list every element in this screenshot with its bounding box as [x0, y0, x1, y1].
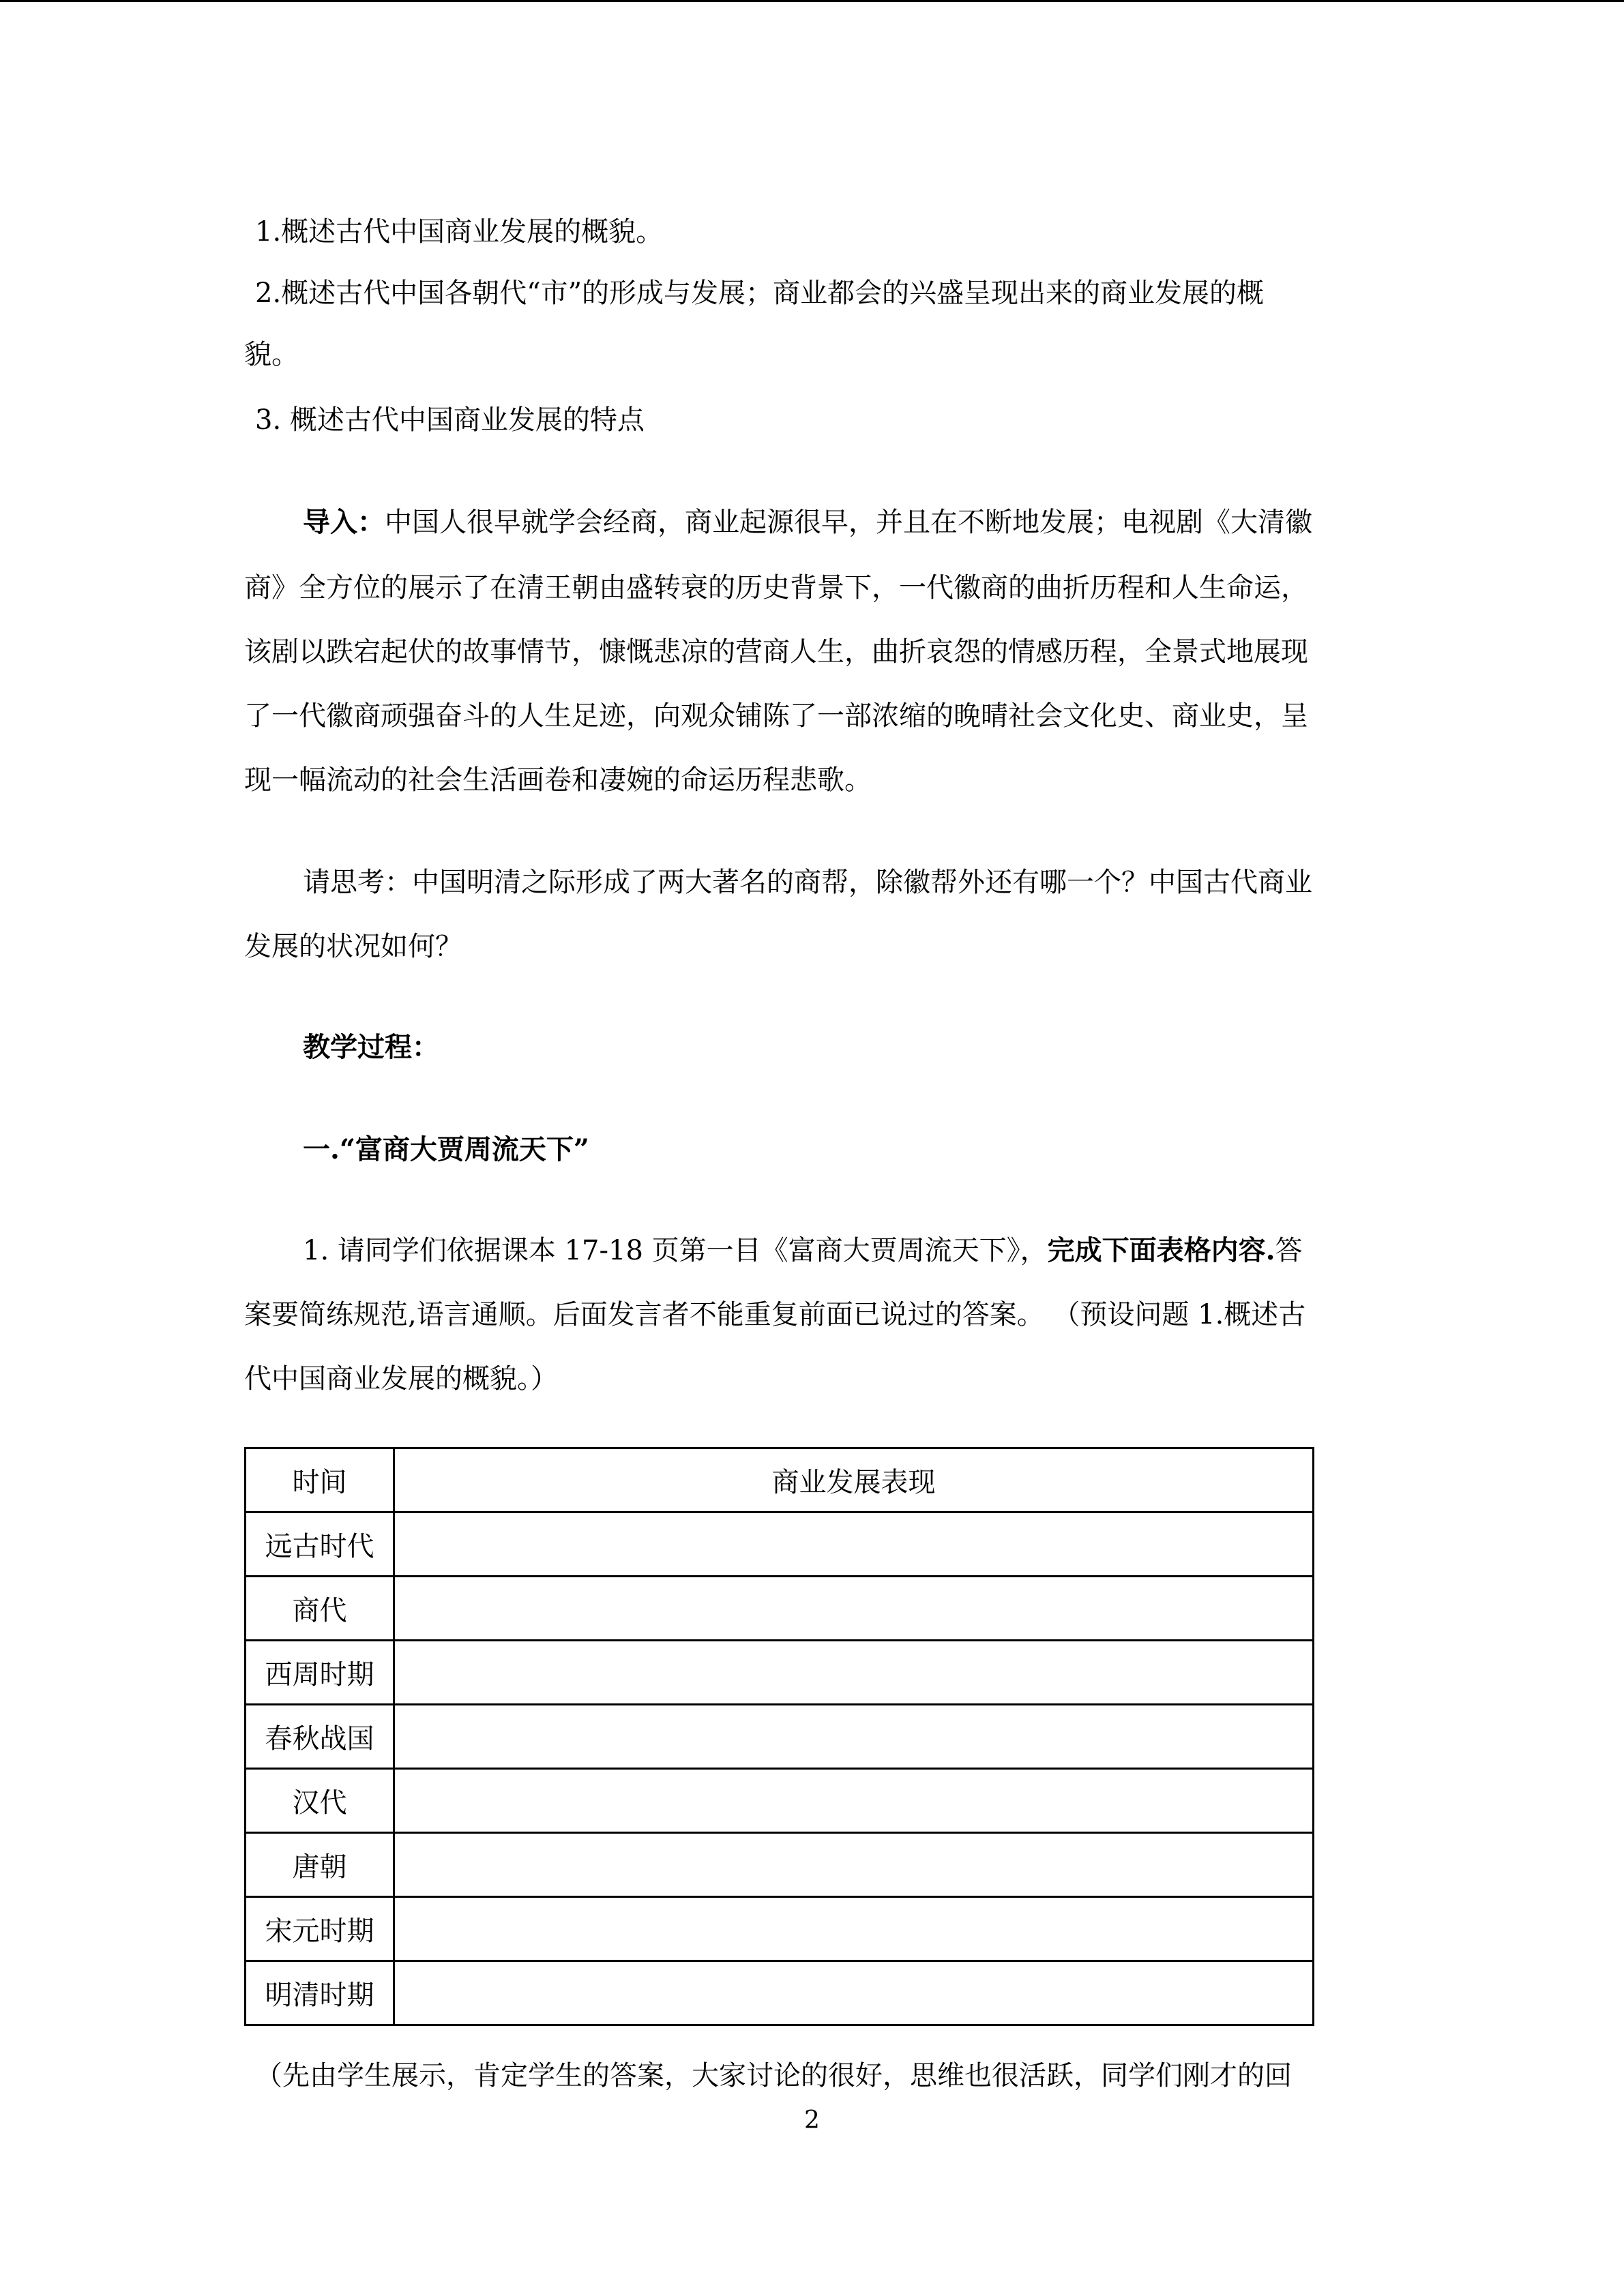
objective-1: 1.概述古代中国商业发展的概貌。 [255, 216, 664, 248]
table-header-row [246, 1448, 1314, 1512]
table-row [246, 1833, 1314, 1897]
row-period: 唐朝 [246, 1833, 394, 1897]
section-heading: 一.“富商大贾周流天下” [303, 1133, 589, 1165]
table-row [246, 1769, 1314, 1833]
task-line-2: 案要简练规范,语言通顺。后面发言者不能重复前面已说过的答案。 （预设问题 1.概述古 [244, 1299, 1306, 1330]
question-line-2: 发展的状况如何？ [244, 931, 462, 962]
table-row [246, 1512, 1314, 1577]
intro-text: 中国人很早就学会经商，商业起源很早，并且在不断地发展；电视剧《大清徽 [385, 507, 1312, 538]
row-answer-cell[interactable] [394, 1577, 1314, 1641]
row-period: 汉代 [246, 1769, 394, 1833]
row-period: 商代 [246, 1577, 394, 1641]
table-row [246, 1961, 1314, 2025]
row-answer-cell[interactable] [394, 1961, 1314, 2025]
row-answer-cell[interactable] [394, 1769, 1314, 1833]
task-text-2: 答 [1275, 1235, 1303, 1266]
row-answer-cell[interactable] [394, 1897, 1314, 1961]
question-line-1: 请思考：中国明清之际形成了两大著名的商帮，除徽帮外还有哪一个？中国古代商业 [303, 867, 1312, 898]
task-line-3: 代中国商业发展的概貌。） [244, 1363, 558, 1395]
row-period: 明清时期 [246, 1961, 394, 2025]
row-period: 西周时期 [246, 1641, 394, 1705]
process-heading: 教学过程： [303, 1031, 439, 1063]
intro-line-1 [303, 506, 1312, 539]
row-period: 宋元时期 [246, 1897, 394, 1961]
intro-line-2: 商》全方位的展示了在清王朝由盛转衰的历史背景下，一代徽商的曲折历程和人生命运， [244, 572, 1308, 603]
objective-2: 2.概述古代中国各朝代“市”的形成与发展；商业都会的兴盛呈现出来的商业发展的概 [255, 278, 1265, 309]
row-answer-cell[interactable] [394, 1833, 1314, 1897]
table-row [246, 1897, 1314, 1961]
table-row [246, 1577, 1314, 1641]
page-number: 2 [804, 2106, 820, 2134]
objective-2-cont: 貌。 [244, 339, 299, 370]
table-row [246, 1705, 1314, 1769]
commerce-table [244, 1447, 1314, 2026]
task-text-1: 1. 请同学们依据课本 17-18 页第一目《富商大贾周流天下》， [303, 1235, 1048, 1266]
intro-line-3: 该剧以跌宕起伏的故事情节，慷慨悲凉的营商人生，曲折哀怨的情感历程，全景式地展现 [244, 636, 1308, 668]
after-table-text: （先由学生展示，肯定学生的答案，大家讨论的很好，思维也很活跃，同学们刚才的回 [255, 2060, 1292, 2091]
row-answer-cell[interactable] [394, 1641, 1314, 1705]
task-bold-text: 完成下面表格内容. [1047, 1234, 1275, 1266]
header-development: 商业发展表现 [394, 1448, 1314, 1512]
row-period: 春秋战国 [246, 1705, 394, 1769]
table-row [246, 1641, 1314, 1705]
row-period: 远古时代 [246, 1512, 394, 1577]
intro-line-5: 现一幅流动的社会生活画卷和凄婉的命运历程悲歌。 [244, 764, 872, 796]
task-line-1 [303, 1234, 1303, 1267]
row-answer-cell[interactable] [394, 1705, 1314, 1769]
intro-label: 导入： [303, 506, 385, 538]
row-answer-cell[interactable] [394, 1512, 1314, 1577]
header-time: 时间 [246, 1448, 394, 1512]
objective-3: 3. 概述古代中国商业发展的特点 [255, 404, 645, 436]
intro-line-4: 了一代徽商顽强奋斗的人生足迹，向观众铺陈了一部浓缩的晚晴社会文化史、商业史，呈 [244, 700, 1308, 732]
